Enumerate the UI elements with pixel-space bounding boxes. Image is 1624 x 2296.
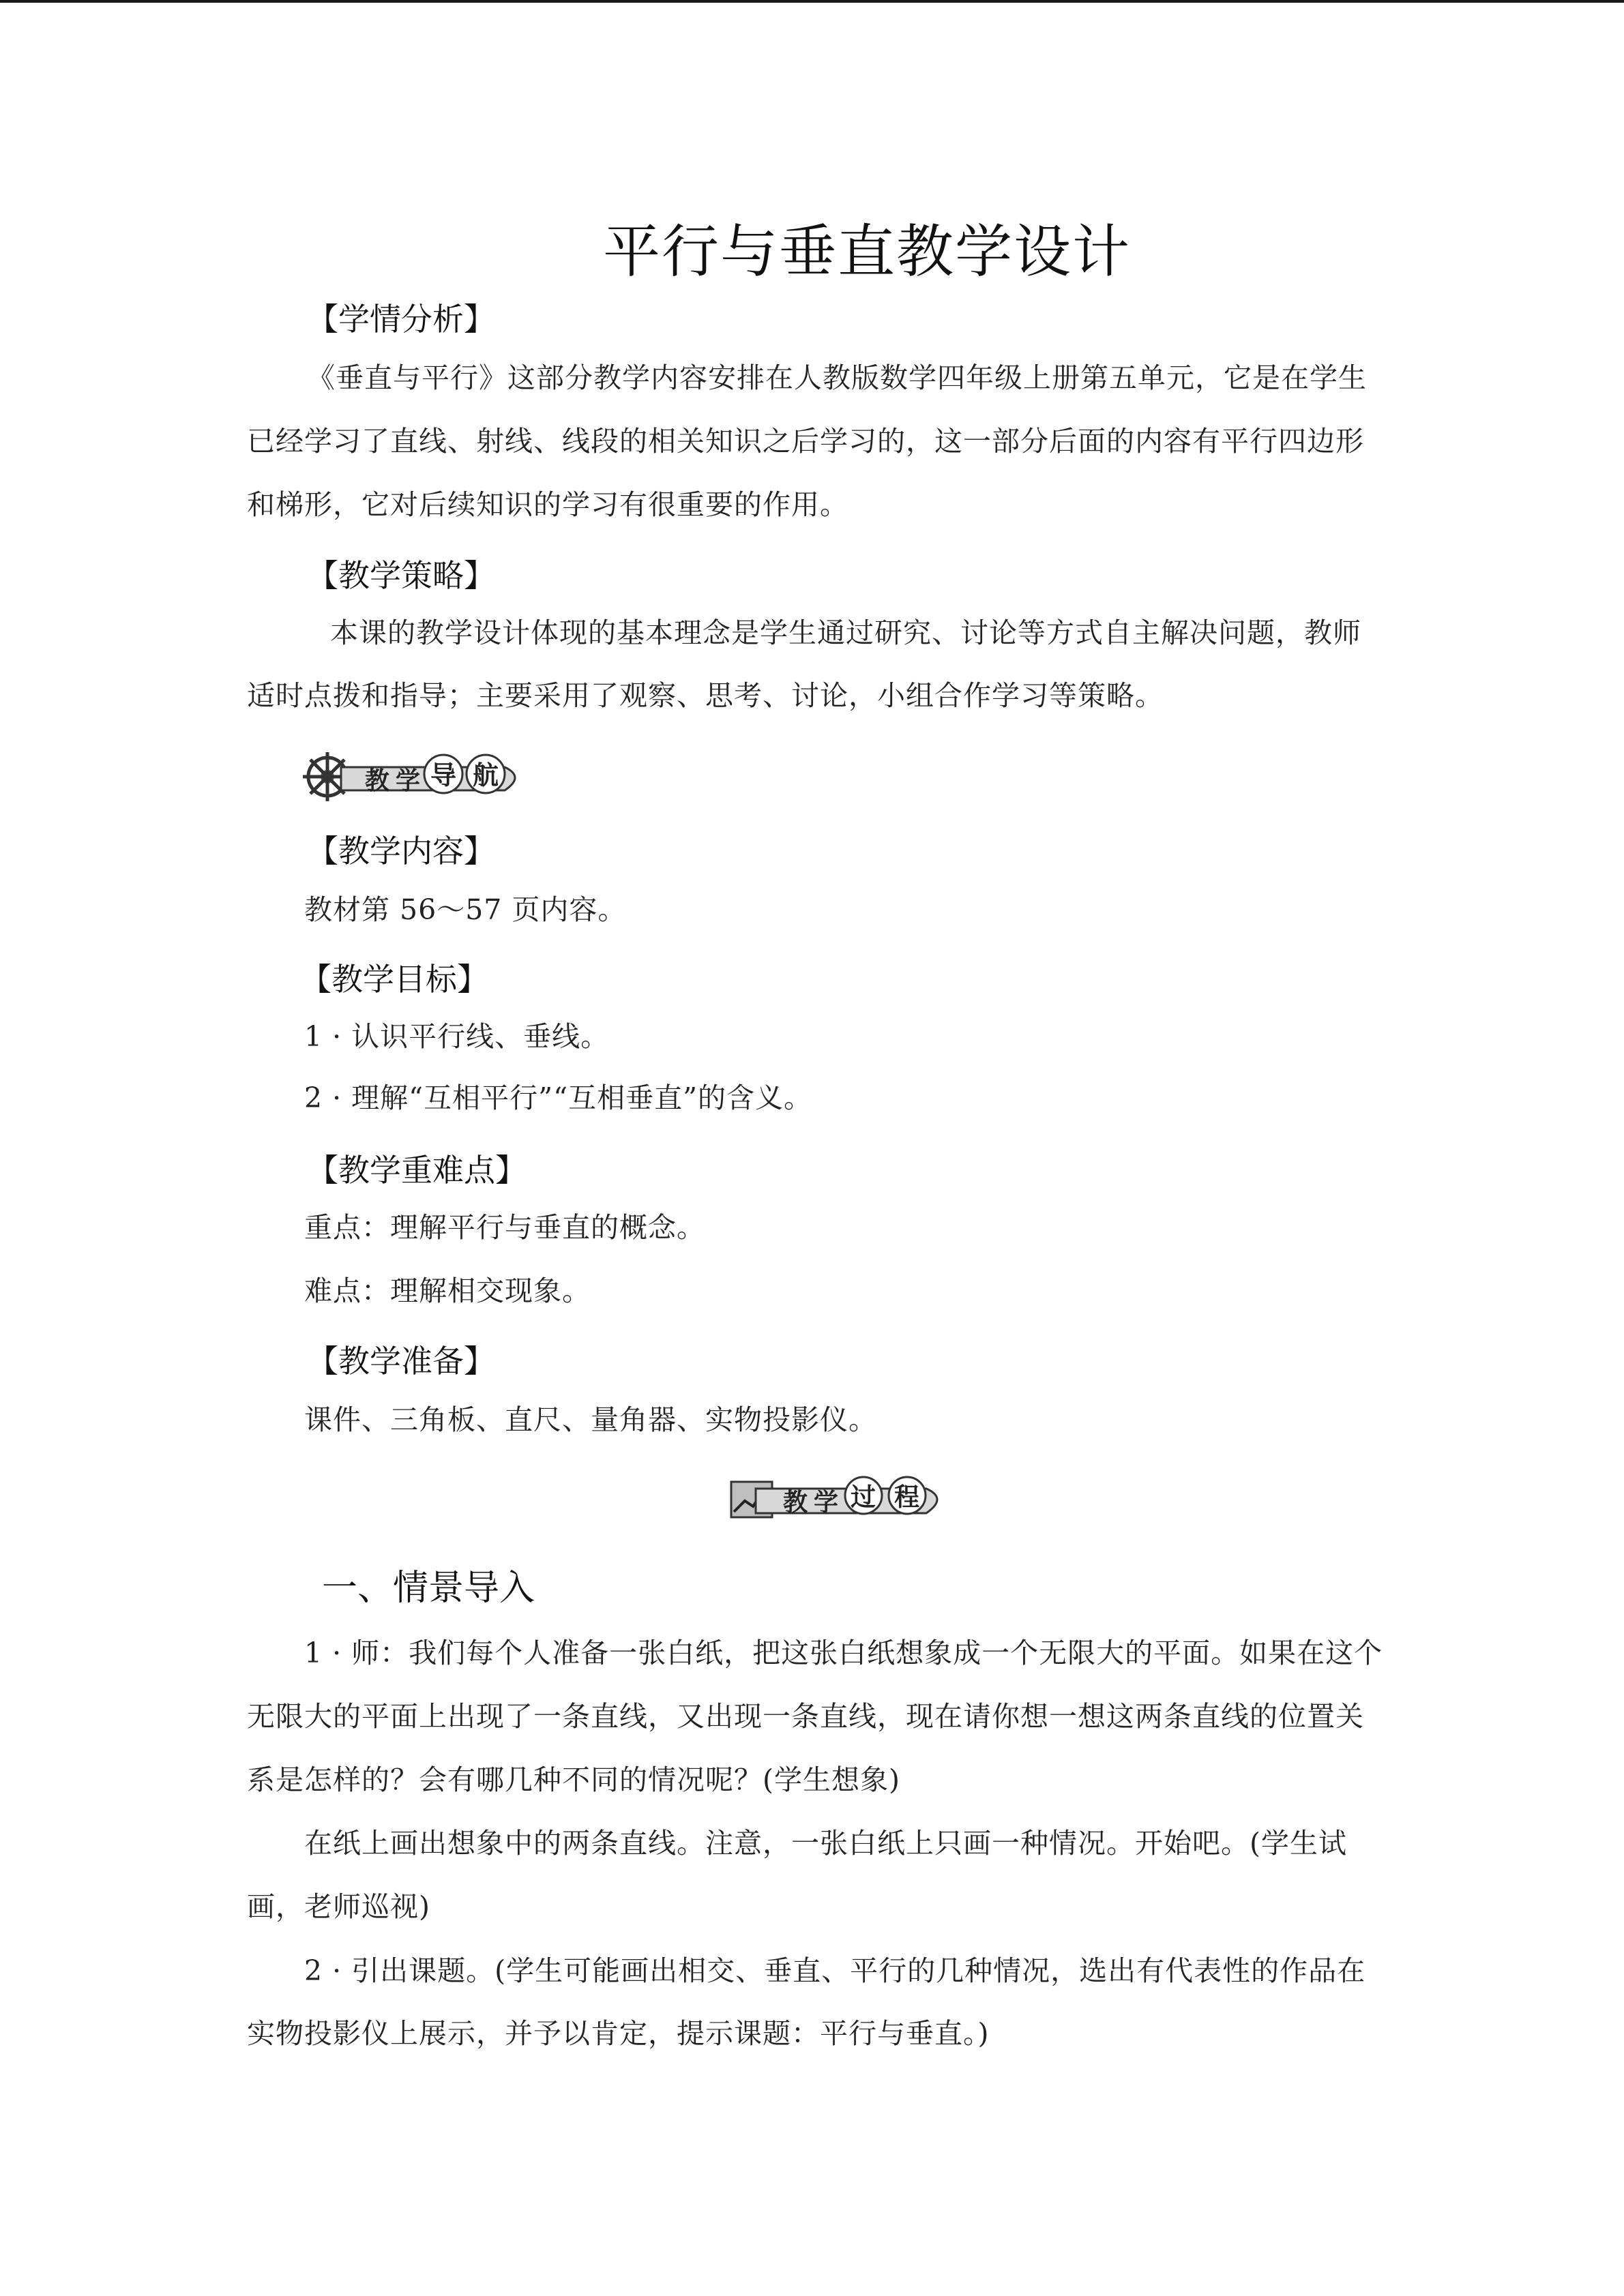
badge2-char-1: 教 <box>783 1489 808 1517</box>
daoru-line-5: 画，老师巡视) <box>247 1890 430 1923</box>
heading-zhunbei: 【教学准备】 <box>307 1343 495 1380</box>
zhunbei-line: 课件、三角板、直尺、量角器、实物投影仪。 <box>304 1403 877 1436</box>
celue-line-1: 本课的教学设计体现的基本理念是学生通过研究、讨论等方式自主解决问题，教师 <box>330 616 1361 649</box>
badge-char-4: 航 <box>473 760 499 790</box>
heading-celue: 【教学策略】 <box>307 557 495 594</box>
celue-line-2: 适时点拨和指导；主要采用了观察、思考、讨论，小组合作学习等策略。 <box>247 679 1164 712</box>
mubiao-item-1: 1 · 认识平行线、垂线。 <box>304 1020 610 1053</box>
jiaoxue-daohang-badge <box>300 747 532 805</box>
xueqing-line-1: 《垂直与平行》这部分教学内容安排在人教版数学四年级上册第五单元，它是在学生 <box>307 361 1367 394</box>
daoru-line-4: 在纸上画出想象中的两条直线。注意，一张白纸上只画一种情况。开始吧。(学生试 <box>304 1827 1347 1860</box>
daoru-line-1: 1 · 师：我们每个人准备一张白纸，把这张白纸想象成一个无限大的平面。如果在这个 <box>304 1637 1383 1669</box>
heading-zhongnan: 【教学重难点】 <box>307 1152 527 1189</box>
zhongnan-item-2: 难点：理解相交现象。 <box>304 1274 591 1307</box>
badge2-char-4: 程 <box>894 1482 919 1512</box>
xueqing-line-2: 已经学习了直线、射线、线段的相关知识之后学习的，这一部分后面的内容有平行四边形 <box>247 425 1364 458</box>
daoru-line-2: 无限大的平面上出现了一条直线，又出现一条直线，现在请你想一想这两条直线的位置关 <box>247 1700 1364 1733</box>
heading-daoru: 一、情景导入 <box>322 1568 535 1609</box>
badge2-char-3: 过 <box>851 1482 876 1512</box>
page-title: 平行与垂直教学设计 <box>603 218 1132 285</box>
top-border <box>0 0 1624 3</box>
daoru-line-6: 2 · 引出课题。(学生可能画出相交、垂直、平行的几种情况，选出有代表性的作品在 <box>304 1954 1366 1987</box>
daoru-line-3: 系是怎样的？会有哪几种不同的情况呢？(学生想象) <box>247 1763 900 1796</box>
badge-char-2: 学 <box>396 767 421 795</box>
badge2-char-2: 学 <box>814 1489 839 1517</box>
zhongnan-item-1: 重点：理解平行与垂直的概念。 <box>304 1211 705 1244</box>
heading-mubiao: 【教学目标】 <box>300 961 488 998</box>
daoru-line-7: 实物投影仪上展示，并予以肯定，提示课题：平行与垂直。) <box>247 2017 990 2050</box>
badge-char-1: 教 <box>365 767 390 795</box>
badge-char-3: 导 <box>430 760 457 790</box>
xueqing-line-3: 和梯形，它对后续知识的学习有很重要的作用。 <box>247 488 848 521</box>
heading-xueqing: 【学情分析】 <box>307 301 495 338</box>
jiaoxue-guocheng-badge <box>728 1470 954 1525</box>
mubiao-item-2: 2 · 理解“互相平行”“互相垂直”的含义。 <box>304 1082 813 1114</box>
neirong-line: 教材第 56～57 页内容。 <box>304 893 627 926</box>
heading-neirong: 【教学内容】 <box>307 833 495 869</box>
